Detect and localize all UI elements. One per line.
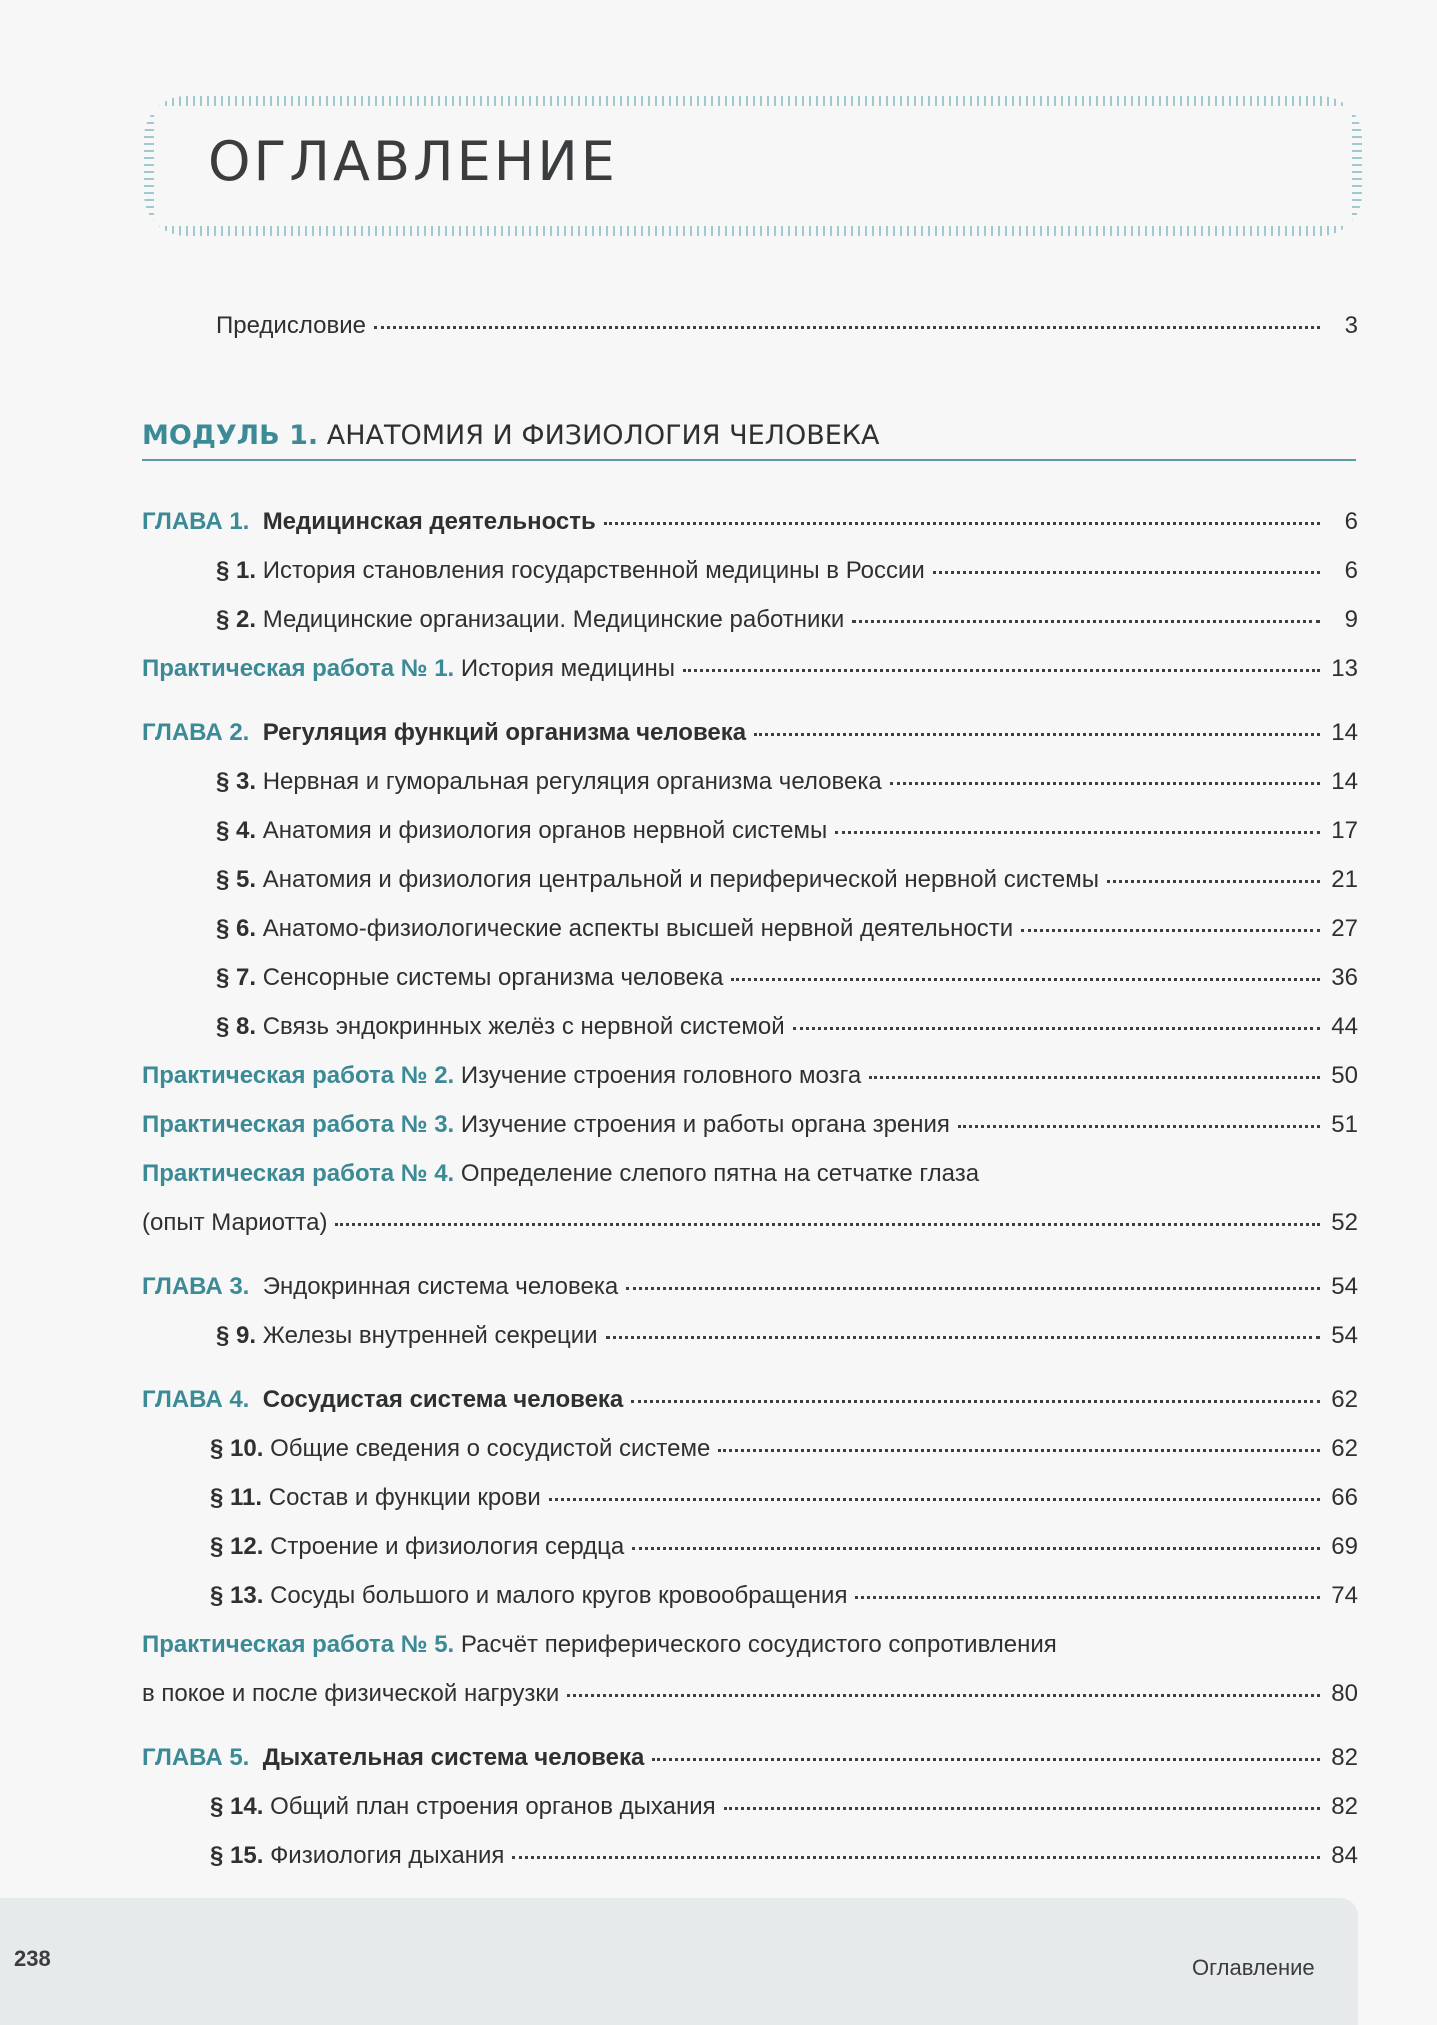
leader-dots <box>855 1596 1320 1599</box>
page-number: 238 <box>14 1946 51 1971</box>
leader-dots <box>754 733 1320 736</box>
leader-dots <box>793 1027 1320 1030</box>
leader-dots <box>1021 929 1320 932</box>
toc-entry-section-10[interactable]: § 10. Общие сведения о сосудистой системе 62 <box>210 1435 1358 1462</box>
leader-dots <box>683 669 1320 672</box>
leader-dots <box>604 522 1320 525</box>
toc-entry-section-5[interactable]: § 5. Анатомия и физиология центральной и периферической нервной системы 21 <box>216 866 1358 893</box>
leader-dots <box>335 1223 1320 1226</box>
leader-dots <box>724 1807 1320 1810</box>
toc-entry-section-1[interactable]: § 1. История становления государственной медицины в России 6 <box>216 557 1358 584</box>
leader-dots <box>374 326 1320 329</box>
toc-entry-practice-3[interactable]: Практическая работа № 3. Изучение строения и работы органа зрения 51 <box>142 1111 1358 1138</box>
toc-entry-section-6[interactable]: § 6. Анатомо-физиологические аспекты высшей нервной деятельности 27 <box>216 915 1358 942</box>
toc-entry-practice-4-continued[interactable]: (опыт Мариотта) 52 <box>142 1209 1358 1236</box>
toc-entry-chapter-4[interactable]: ГЛАВА 4. Сосудистая система человека 62 <box>142 1386 1358 1413</box>
toc-entry-section-7[interactable]: § 7. Сенсорные системы организма человека 36 <box>216 964 1358 991</box>
toc-entry-section-4[interactable]: § 4. Анатомия и физиология органов нервной системы 17 <box>216 817 1358 844</box>
toc-entry-section-8[interactable]: § 8. Связь эндокринных желёз с нервной системой 44 <box>216 1013 1358 1040</box>
leader-dots <box>567 1694 1320 1697</box>
leader-dots <box>1107 880 1320 883</box>
leader-dots <box>512 1856 1320 1859</box>
entry-label: Предисловие <box>216 312 366 339</box>
toc-entry-practice-4[interactable]: Практическая работа № 4. Определение слепого пятна на сетчатке глаза <box>142 1160 980 1187</box>
leader-dots <box>731 978 1320 981</box>
leader-dots <box>606 1336 1320 1339</box>
leader-dots <box>549 1498 1320 1501</box>
module-title: АНАТОМИЯ И ФИЗИОЛОГИЯ ЧЕЛОВЕКА <box>326 420 880 451</box>
toc-entry-section-2[interactable]: § 2. Медицинские организации. Медицинские работники 9 <box>216 606 1358 633</box>
module-number: МОДУЛЬ 1. <box>142 420 319 451</box>
toc-entry-practice-5-continued[interactable]: в покое и после физической нагрузки 80 <box>142 1680 1358 1707</box>
leader-dots <box>718 1449 1320 1452</box>
leader-dots <box>933 571 1320 574</box>
toc-entry-section-15[interactable]: § 15. Физиология дыхания 84 <box>210 1842 1358 1869</box>
leader-dots <box>652 1758 1320 1761</box>
toc-entry-chapter-1[interactable]: ГЛАВА 1. Медицинская деятельность 6 <box>142 508 1358 535</box>
toc-entry-section-12[interactable]: § 12. Строение и физиология сердца 69 <box>210 1533 1358 1560</box>
toc-entry-section-3[interactable]: § 3. Нервная и гуморальная регуляция организма человека 14 <box>216 768 1358 795</box>
toc-entry-section-14[interactable]: § 14. Общий план строения органов дыхания 82 <box>210 1793 1358 1820</box>
entry-page: 3 <box>1344 312 1358 339</box>
leader-dots <box>632 1547 1320 1550</box>
title-frame <box>144 96 1362 236</box>
footer-bar <box>0 1898 1358 2025</box>
leader-dots <box>890 782 1320 785</box>
leader-dots <box>852 620 1320 623</box>
toc-entry-practice-5[interactable]: Практическая работа № 5. Расчёт периферического сосудистого сопротивления <box>142 1631 1057 1658</box>
leader-dots <box>869 1076 1320 1079</box>
module-heading <box>142 420 1356 461</box>
toc-entry-practice-1[interactable]: Практическая работа № 1. История медицины 13 <box>142 655 1358 682</box>
leader-dots <box>626 1287 1320 1290</box>
leader-dots <box>835 831 1320 834</box>
toc-entry-chapter-2[interactable]: ГЛАВА 2. Регуляция функций организма человека 14 <box>142 719 1358 746</box>
leader-dots <box>958 1125 1320 1128</box>
toc-entry-practice-2[interactable]: Практическая работа № 2. Изучение строения головного мозга 50 <box>142 1062 1358 1089</box>
toc-entry-preface[interactable] <box>216 312 1358 340</box>
leader-dots <box>631 1400 1320 1403</box>
toc-entry-section-13[interactable]: § 13. Сосуды большого и малого кругов кровообращения 74 <box>210 1582 1358 1609</box>
toc-entry-chapter-5[interactable]: ГЛАВА 5. Дыхательная система человека 82 <box>142 1744 1358 1771</box>
toc-entry-chapter-3[interactable]: ГЛАВА 3. Эндокринная система человека 54 <box>142 1273 1358 1300</box>
page-title: ОГЛАВЛЕНИЕ <box>208 130 618 193</box>
toc-entry-section-9[interactable]: § 9. Железы внутренней секреции 54 <box>216 1322 1358 1349</box>
toc-entry-section-11[interactable]: § 11. Состав и функции крови 66 <box>210 1484 1358 1511</box>
running-footer-title: Оглавление <box>1192 1955 1315 1980</box>
